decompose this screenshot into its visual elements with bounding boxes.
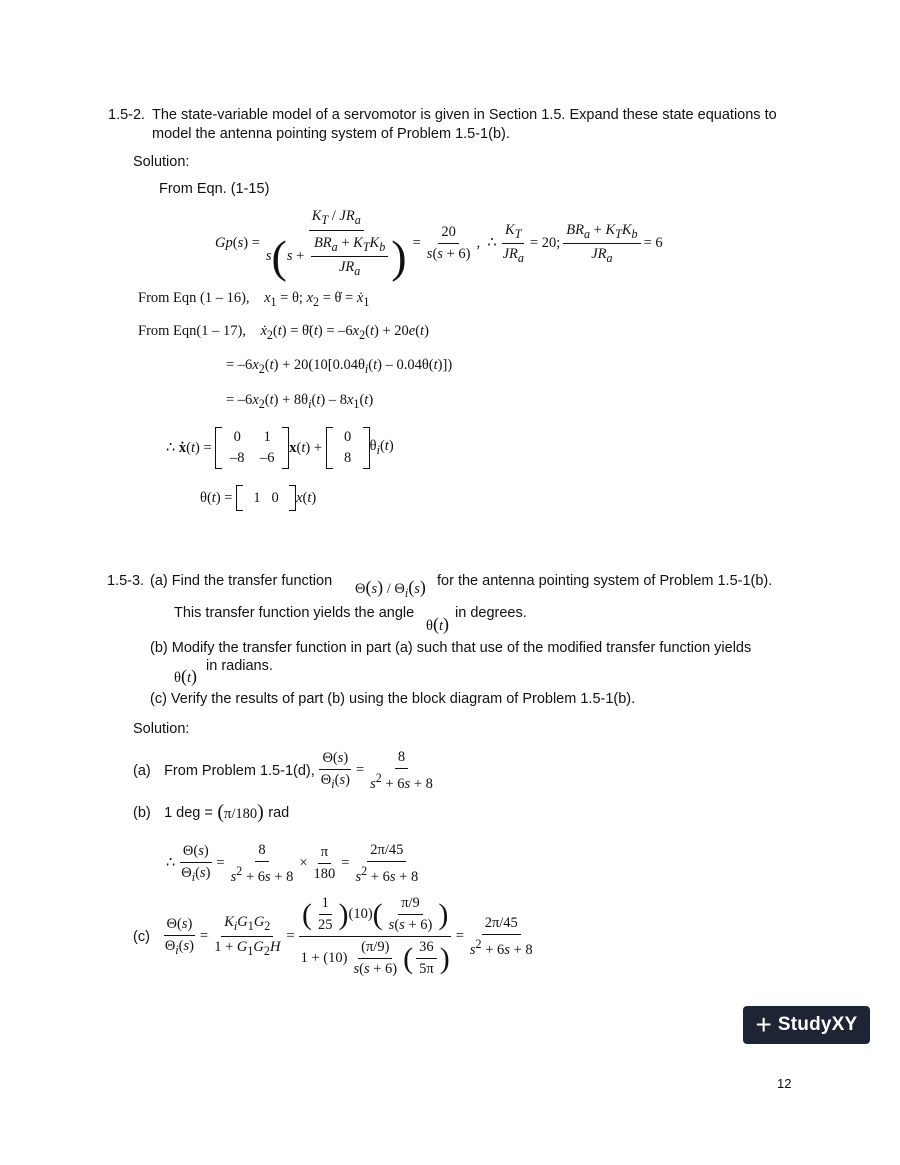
problem-number: 1.5-3. [107, 573, 145, 589]
page-number: 12 [777, 1076, 792, 1091]
eqn-reference: From Eqn. (1-15) [159, 181, 270, 197]
problem-text: in radians. [206, 658, 273, 674]
radian-transfer-function: ∴ $\frac{\Theta(s)}{\Theta_i(s)}$ = $\frac{8}{s^2 + 6s + 8}$ × $\frac{\pi}{180}$ = $\frac{2\pi/45}{s^2 + 6s + 8}$ [166, 842, 419, 885]
solution-b: (b) 1 deg = (π/180) rad [133, 801, 290, 823]
solution-a: (a) From Problem 1.5-1(d), $\frac{\Theta(s)}{\Theta_i(s)}$ = $\frac{8}{s^2 + 6s + 8}$ [133, 749, 433, 792]
problem-text: in degrees. [455, 605, 527, 621]
problem-text: The state-variable model of a servomotor is given in Section 1.5. Expand these state equations to [152, 107, 777, 123]
eqn-reference: From Eqn(1 – 17), [138, 323, 246, 339]
problem-number: 1.5-2. [108, 107, 146, 123]
studyxy-logo [743, 1006, 870, 1044]
solution-text: From Problem 1.5-1(d), [164, 762, 315, 779]
unit-label: rad [268, 804, 290, 821]
solution-c: (c) $\frac{\Theta(s)}{\Theta_i(s)}$ = $\frac{K_iG_1G_2}{1 + G_1G_2H}$ = ( $\frac{1}{25}$ ) (10) ( $\frac{\pi/9}{s(s + 6)}$ ) 1 + (10) $\frac{(\pi/9)}{s(s + 6)}$ ( $\frac{36}{5\pi}$ ) = $\frac{2\pi/45}{s^2 + 6s + 8}$ [133, 895, 533, 977]
theta-symbol: θ(t) [426, 614, 449, 634]
solution-label: Solution: [133, 721, 190, 737]
problem-text: (b) Modify the transfer function in part (a) such that use of the modified transfer function yields [150, 640, 752, 656]
problem-text: This transfer function yields the angle [174, 605, 415, 621]
eqn-reference: From Eqn (1 – 16), [138, 290, 250, 306]
equation-step: = $-6x_2(t) + 20(10[0.04\theta_i(t) - 0.04\theta(t)])$ [226, 357, 453, 376]
plus-icon: + [755, 1009, 772, 1040]
problem-text: for the antenna pointing system of Problem 1.5-1(b). [437, 573, 773, 589]
logo-text: StudyXY [777, 1014, 858, 1035]
solution-label: Solution: [133, 154, 190, 170]
output-equation: θ(t) = 1 0 x(t) [200, 485, 316, 511]
problem-text: (c) Verify the results of part (b) using the block diagram of Problem 1.5-1(b). [150, 691, 636, 707]
part-label: (b) [133, 804, 151, 821]
solution-text: 1 deg = [164, 804, 213, 821]
part-label: (a) [133, 762, 151, 779]
problem-text: (a) Find the transfer function [150, 573, 333, 589]
state-equation: ∴ ẋ(t) = 0 1 –8 –6 x(t) + 0 8 $\theta_i(t)$ [166, 427, 394, 469]
transfer-function-symbol: $\Theta(s) / \Theta_i(s)$ [355, 577, 426, 600]
part-label: (c) [133, 928, 150, 945]
eqn-117-line: From Eqn(1 – 17), ẋ$_2$(t) = θ̈(t) = $-6x_2(t) + 20e(t)$ [138, 323, 429, 342]
gp-equation: Gp(s) = $K_T / JR_a$ s ( s + $\frac{BR_a + K_TK_b}{JR_a}$ ) = $\frac{20}{s(s + 6)}$ , ∴ $\frac{K_T}{JR_a}$ = 20; $\frac{BR_a + K_TK_b}{JR_a}$ = 6 [215, 208, 663, 282]
eqn-116-line: From Eqn (1 – 16), $x_1 = \theta$; $x_2$ = θ̇ = ẋ$_1$ [138, 290, 370, 309]
theta-symbol: θ(t) [174, 666, 197, 686]
problem-text: model the antenna pointing system of Problem 1.5-1(b). [152, 126, 510, 142]
equation-step: = $-6x_2(t) + 8\theta_i(t) - 8x_1(t)$ [226, 392, 374, 411]
